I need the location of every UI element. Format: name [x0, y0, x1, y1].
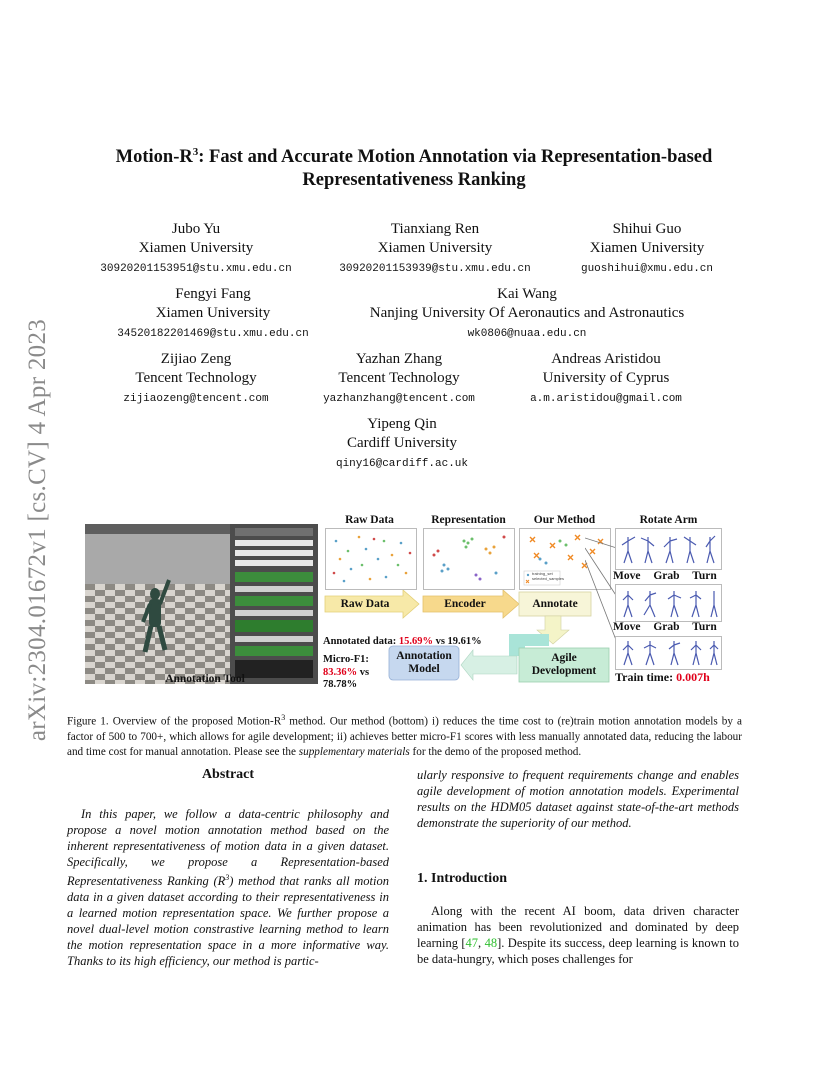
- intro-heading: 1. Introduction: [417, 871, 507, 886]
- author-affiliation: Cardiff University: [346, 435, 458, 451]
- annotation-model-line1: Annotation: [396, 650, 452, 662]
- author-block: [497, 220, 797, 278]
- micro-f1-stat: [323, 654, 383, 692]
- micro-f1-ours: 83.36%: [323, 666, 358, 678]
- author-affiliation: Tencent Technology: [135, 370, 257, 386]
- pose-panel-row2: [615, 584, 722, 622]
- abstract-body: [67, 806, 389, 969]
- author-affiliation: Nanjing University Of Aeronautics and Astronautics: [369, 305, 685, 321]
- flow-step-encoder: Encoder: [444, 598, 486, 610]
- pose-row3-labels: [613, 621, 723, 633]
- abstract-text-a: In this paper, we follow a data-centric philosophy and propose a novel motion annotation method based on the inherent representativeness of motion data in a given dataset. Specifically, we propose a Representation-based Representativeness Ranking (R: [67, 807, 389, 889]
- author-affiliation: Xiamen University: [155, 305, 271, 321]
- agile-line1: Agile: [551, 652, 577, 664]
- paper-title: [60, 141, 768, 192]
- annotated-label: Annotated data:: [323, 636, 399, 647]
- intro-text-b: ]. Despite its success, deep learning is known to be data-hungry, which poses challenges for: [417, 936, 739, 966]
- author-affiliation: Xiamen University: [589, 240, 705, 256]
- author-block: [252, 415, 552, 473]
- citation-link[interactable]: 47: [465, 936, 479, 950]
- panel-title-our-method: Our Method: [533, 514, 596, 526]
- annotation-tool-label: Annotation Tool: [165, 673, 245, 685]
- intro-text-a: Along with the recent AI boom, data driven character animation has been revolutionized and dominated by deep learning [: [417, 904, 739, 950]
- abstract-continued: ularly responsive to frequent requirements change and enables agile development of motion annotation models. Experimental results on the HDM05 dataset against state-of-the-art methods demonstrate the superiority of our method.: [417, 768, 739, 830]
- representation-scatter-plot: [424, 529, 514, 589]
- caption-prefix: Figure 1. Overview of the proposed Motion-R: [67, 715, 282, 728]
- label-grab: Grab: [653, 570, 680, 582]
- title-sup: 3: [192, 146, 199, 158]
- author-name: Shihui Guo: [612, 221, 682, 237]
- title-part1: Motion-R: [115, 147, 193, 167]
- agile-development-box: [519, 650, 609, 680]
- author-email[interactable]: 30920201153939@stu.xmu.edu.cn: [339, 263, 531, 275]
- figure-1: [85, 510, 730, 695]
- author-email[interactable]: 34520182201469@stu.xmu.edu.cn: [117, 328, 309, 340]
- author-affiliation: Tencent Technology: [338, 370, 460, 386]
- annotation-model-box: [389, 648, 459, 678]
- annotation-tool-screenshot: [85, 524, 318, 684]
- label-move: Move: [613, 570, 641, 582]
- author-block: [327, 285, 727, 343]
- agile-line2: Development: [531, 665, 597, 677]
- author-name: Yipeng Qin: [367, 416, 437, 432]
- author-affiliation: University of Cyprus: [542, 370, 670, 386]
- author-name: Kai Wang: [497, 286, 557, 302]
- figure-caption: [67, 710, 742, 760]
- author-email[interactable]: a.m.aristidou@gmail.com: [530, 393, 682, 405]
- title-line2: Representativeness Ranking: [302, 170, 526, 190]
- caption-sup: 3: [281, 713, 286, 722]
- author-email[interactable]: qiny16@cardiff.ac.uk: [335, 458, 469, 470]
- author-email[interactable]: wk0806@nuaa.edu.cn: [467, 328, 587, 340]
- author-name: Yazhan Zhang: [355, 351, 443, 367]
- author-name: Andreas Aristidou: [551, 351, 661, 367]
- author-name: Jubo Yu: [171, 221, 221, 237]
- flow-step-raw-data: Raw Data: [340, 598, 390, 610]
- raw-data-scatter-plot: [326, 529, 416, 589]
- author-email[interactable]: guoshihui@xmu.edu.cn: [580, 263, 714, 275]
- caption-italic: supplementary materials: [298, 745, 410, 758]
- pose-row2-labels: [613, 570, 723, 582]
- arxiv-id: arXiv:2304.01672v1 [cs.CV] 4 Apr 2023: [24, 318, 51, 742]
- caption-body: method. Our method (bottom) i) reduces the time cost to (re)train motion annotation models by a factor of 500 to 700+, which allows for agile development; ii) achieves better micro-F1 scores with less manually annotated data, reducing the labour and time cost for manual annotation. Please see the: [67, 715, 742, 758]
- author-name: Tianxiang Ren: [390, 221, 480, 237]
- pose-figures-rotate: [616, 529, 721, 569]
- label-move: Move: [613, 621, 641, 633]
- annotation-model-line2: Model: [408, 663, 440, 675]
- panel-title-rotate-arm: Rotate Arm: [639, 514, 698, 526]
- annotated-baseline: vs 19.61%: [432, 636, 482, 647]
- pose-panel-rotate-arm: [615, 528, 722, 570]
- annotated-ours: 15.69%: [398, 636, 433, 647]
- label-grab: Grab: [653, 621, 680, 633]
- our-method-legend: [532, 571, 564, 581]
- train-time-value: 0.007h: [676, 670, 710, 684]
- abstract-sup: 3: [225, 873, 230, 882]
- author-email[interactable]: 30920201153951@stu.xmu.edu.cn: [100, 263, 292, 275]
- label-turn: Turn: [692, 570, 717, 582]
- pose-panel-row3: [615, 636, 722, 670]
- micro-f1-baseline: 78.78%: [323, 679, 358, 690]
- annotation-tool-image: [85, 524, 318, 684]
- author-affiliation: Xiamen University: [138, 240, 254, 256]
- author-name: Fengyi Fang: [175, 286, 251, 302]
- panel-title-representation: Representation: [431, 514, 506, 526]
- author-email[interactable]: zijiaozeng@tencent.com: [123, 393, 269, 405]
- micro-f1-label: Micro-F1:: [323, 654, 369, 665]
- abstract-heading: Abstract: [201, 767, 255, 782]
- train-time-label: Train time:: [615, 670, 677, 684]
- author-email[interactable]: yazhanzhang@tencent.com: [323, 393, 475, 405]
- pose-figures-row3: [616, 637, 721, 669]
- citation-separator: ,: [478, 936, 485, 950]
- citation-link[interactable]: 48: [484, 936, 498, 950]
- panel-title-raw-data: Raw Data: [345, 514, 394, 526]
- title-part2: : Fast and Accurate Motion Annotation via Representation-based: [198, 147, 713, 167]
- train-time: [615, 670, 710, 685]
- annotated-data-stat: [323, 636, 482, 647]
- abstract-text-b: ) method that ranks all motion data in a given dataset according to their representativeness in a learned motion representation space. We further propose a novel dual-level motion constrastive learning method to learn the motion representation space in a more informative way. Thanks to its high efficiency, our method is partic-: [67, 874, 389, 969]
- legend-training-set: training_set: [532, 571, 553, 576]
- legend-selected-samples: selected_samples: [532, 576, 565, 581]
- flow-step-annotate: Annotate: [532, 598, 578, 610]
- author-block: [63, 285, 363, 343]
- pose-figures-row2: [616, 585, 721, 621]
- representation-scatter: [423, 528, 515, 590]
- author-name: Zijiao Zeng: [160, 351, 232, 367]
- author-affiliation: Xiamen University: [377, 240, 493, 256]
- intro-body: [417, 903, 739, 967]
- label-turn: Turn: [692, 621, 717, 633]
- raw-data-scatter: [325, 528, 417, 590]
- caption-end: for the demo of the proposed method.: [409, 745, 582, 758]
- micro-f1-vs: vs: [357, 666, 370, 678]
- author-block: [456, 350, 756, 408]
